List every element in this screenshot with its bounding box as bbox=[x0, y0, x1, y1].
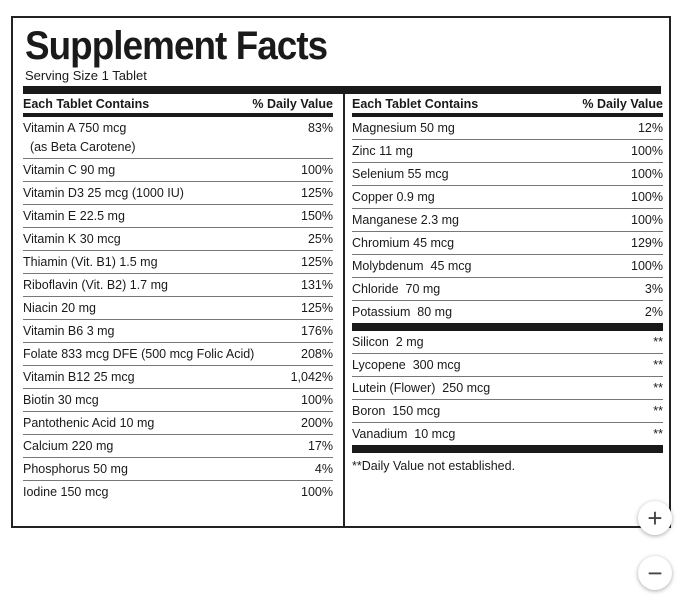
nutrient-row bbox=[23, 343, 333, 366]
nutrient-row bbox=[23, 320, 333, 343]
other-ingredient-row bbox=[352, 331, 663, 354]
nutrient-dv: 100% bbox=[631, 259, 663, 273]
left-column-header bbox=[23, 94, 333, 117]
nutrient-name: Chromium 45 mcg bbox=[352, 236, 455, 250]
serving-size: Serving Size 1 Tablet bbox=[25, 68, 147, 83]
nutrient-row bbox=[23, 481, 333, 503]
left-column bbox=[23, 94, 333, 526]
nutrient-row bbox=[352, 209, 663, 232]
other-ingredient-row bbox=[352, 400, 663, 423]
plus-icon: + bbox=[647, 503, 663, 533]
nutrient-dv: 208% bbox=[301, 347, 333, 361]
nutrient-row bbox=[352, 140, 663, 163]
nutrient-dv: 125% bbox=[301, 255, 333, 269]
bottom-thick-rule bbox=[352, 445, 663, 453]
nutrient-dv: 125% bbox=[301, 186, 333, 200]
header-ingredient: Each Tablet Contains bbox=[23, 97, 150, 111]
nutrient-dv: 1,042% bbox=[290, 370, 333, 384]
nutrient-row bbox=[23, 251, 333, 274]
nutrient-row bbox=[23, 435, 333, 458]
nutrient-row bbox=[23, 117, 333, 159]
nutrient-name: Iodine 150 mcg bbox=[23, 485, 109, 499]
nutrient-name: Molybdenum 45 mcg bbox=[352, 259, 472, 273]
nutrient-dv: 150% bbox=[301, 209, 333, 223]
nutrient-row bbox=[352, 117, 663, 140]
nutrient-name: Selenium 55 mcg bbox=[352, 167, 449, 181]
nutrient-name: Thiamin (Vit. B1) 1.5 mg bbox=[23, 255, 158, 269]
nutrient-name: Calcium 220 mg bbox=[23, 439, 114, 453]
nutrient-dv: ** bbox=[653, 381, 663, 395]
nutrient-name: Manganese 2.3 mg bbox=[352, 213, 460, 227]
nutrient-name: Vitamin D3 25 mcg (1000 IU) bbox=[23, 186, 184, 200]
supplement-facts-panel bbox=[11, 16, 671, 528]
nutrient-dv: 129% bbox=[631, 236, 663, 250]
nutrient-dv: 12% bbox=[637, 121, 663, 135]
nutrient-dv: 100% bbox=[301, 163, 333, 177]
nutrient-dv: 100% bbox=[631, 190, 663, 204]
header-daily-value: % Daily Value bbox=[252, 97, 333, 111]
nutrient-row bbox=[23, 159, 333, 182]
nutrient-dv: 100% bbox=[631, 144, 663, 158]
section-thick-rule bbox=[352, 323, 663, 331]
nutrient-name: Vitamin K 30 mcg bbox=[23, 232, 121, 246]
nutrient-subline: (as Beta Carotene) bbox=[23, 140, 136, 154]
other-ingredient-row bbox=[352, 377, 663, 400]
nutrient-row bbox=[352, 186, 663, 209]
nutrient-row bbox=[352, 278, 663, 301]
nutrient-dv: 25% bbox=[307, 232, 333, 246]
nutrient-row bbox=[23, 228, 333, 251]
nutrient-dv: 176% bbox=[301, 324, 333, 338]
nutrient-dv: ** bbox=[653, 404, 663, 418]
nutrient-row bbox=[23, 389, 333, 412]
nutrient-row bbox=[23, 458, 333, 481]
nutrient-name: Lutein (Flower) 250 mcg bbox=[352, 381, 491, 395]
header-daily-value: % Daily Value bbox=[582, 97, 663, 111]
nutrient-name: Phosphorus 50 mg bbox=[23, 462, 128, 476]
nutrient-dv: 100% bbox=[301, 485, 333, 499]
nutrient-name: Pantothenic Acid 10 mg bbox=[23, 416, 155, 430]
nutrient-row bbox=[23, 274, 333, 297]
nutrient-name: Vitamin B12 25 mcg bbox=[23, 370, 135, 384]
nutrient-dv: 3% bbox=[644, 282, 663, 296]
nutrient-row bbox=[23, 182, 333, 205]
nutrient-row bbox=[352, 255, 663, 278]
nutrient-name: Zinc 11 mg bbox=[352, 144, 413, 158]
header-ingredient: Each Tablet Contains bbox=[352, 97, 479, 111]
nutrient-name: Riboflavin (Vit. B2) 1.7 mg bbox=[23, 278, 168, 292]
nutrient-name: Vitamin C 90 mg bbox=[23, 163, 116, 177]
nutrient-dv: 2% bbox=[644, 305, 663, 319]
footnote: **Daily Value not established. bbox=[352, 459, 516, 473]
nutrient-row bbox=[23, 205, 333, 228]
nutrient-name: Niacin 20 mg bbox=[23, 301, 96, 315]
nutrient-row bbox=[23, 297, 333, 320]
top-thick-rule bbox=[23, 86, 661, 94]
nutrient-dv: ** bbox=[653, 335, 663, 349]
nutrient-row bbox=[23, 366, 333, 389]
right-column-header bbox=[352, 94, 663, 117]
nutrient-dv: ** bbox=[653, 427, 663, 441]
nutrient-dv: 100% bbox=[301, 393, 333, 407]
right-column bbox=[352, 94, 663, 526]
label-title: Supplement Facts bbox=[25, 24, 328, 68]
zoom-out-button[interactable] bbox=[638, 556, 672, 590]
nutrient-name: Vanadium 10 mcg bbox=[352, 427, 456, 441]
nutrient-row bbox=[352, 232, 663, 255]
nutrient-name: Vitamin E 22.5 mg bbox=[23, 209, 125, 223]
nutrient-name: Folate 833 mcg DFE (500 mcg Folic Acid) bbox=[23, 347, 255, 361]
nutrient-row bbox=[352, 301, 663, 323]
nutrient-row bbox=[23, 412, 333, 435]
nutrient-dv: 200% bbox=[301, 416, 333, 430]
zoom-in-button[interactable] bbox=[638, 501, 672, 535]
nutrient-name: Vitamin A 750 mcg bbox=[23, 121, 127, 135]
nutrient-dv: 4% bbox=[314, 462, 333, 476]
other-ingredient-row bbox=[352, 354, 663, 377]
nutrient-dv: 100% bbox=[631, 167, 663, 181]
other-ingredient-row bbox=[352, 423, 663, 445]
nutrient-name: Copper 0.9 mg bbox=[352, 190, 435, 204]
nutrient-name: Biotin 30 mcg bbox=[23, 393, 99, 407]
nutrient-row bbox=[352, 163, 663, 186]
nutrient-name: Boron 150 mcg bbox=[352, 404, 441, 418]
minus-icon: − bbox=[647, 558, 663, 588]
nutrient-name: Vitamin B6 3 mg bbox=[23, 324, 115, 338]
nutrient-name: Silicon 2 mg bbox=[352, 335, 424, 349]
nutrient-dv: 17% bbox=[307, 439, 333, 453]
nutrient-name: Potassium 80 mg bbox=[352, 305, 453, 319]
nutrient-dv: ** bbox=[653, 358, 663, 372]
nutrient-name: Lycopene 300 mcg bbox=[352, 358, 461, 372]
nutrient-dv: 100% bbox=[631, 213, 663, 227]
nutrient-name: Magnesium 50 mg bbox=[352, 121, 455, 135]
nutrient-dv: 83% bbox=[307, 121, 333, 135]
column-divider bbox=[343, 94, 345, 526]
nutrient-name: Chloride 70 mg bbox=[352, 282, 441, 296]
nutrient-dv: 125% bbox=[301, 301, 333, 315]
nutrient-dv: 131% bbox=[301, 278, 333, 292]
